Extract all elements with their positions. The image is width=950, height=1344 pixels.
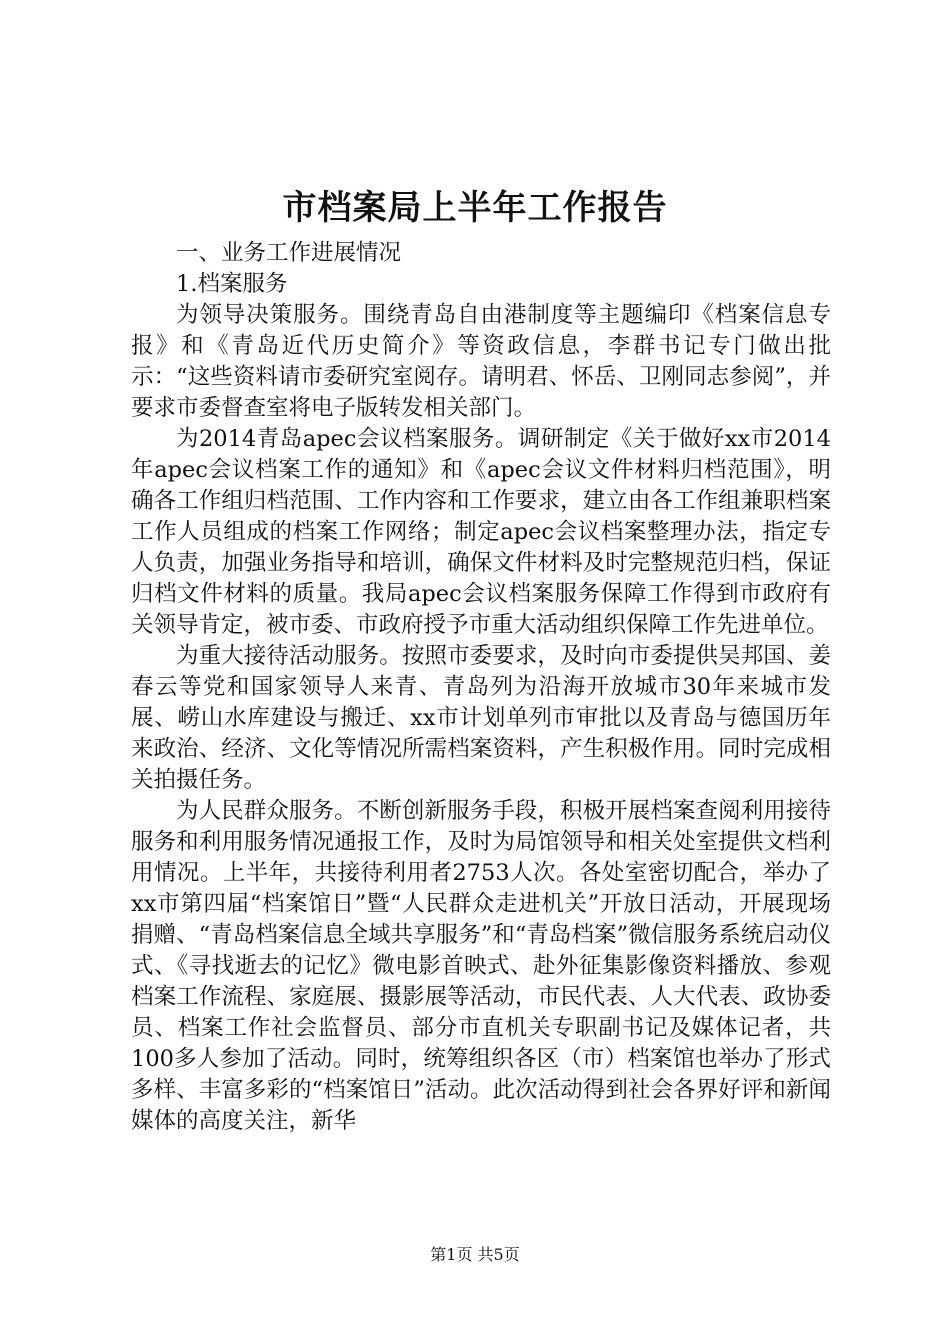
section-heading: 一、业务工作进展情况 xyxy=(176,240,402,266)
document-body xyxy=(131,238,831,1137)
paragraph: 为领导决策服务。围绕青岛自由港制度等主题编印《档案信息专报》和《青岛近代历史简介》等资政信息，李群书记专门做出批示：“这些资料请市委研究室阅存。请明君、怀岳、卫刚同志参阅”，并要求市委督查室将电子版转发相关部门。 xyxy=(131,302,831,421)
document-title: 市档案局上半年工作报告 xyxy=(282,188,668,228)
paragraph: 为2014青岛apec会议档案服务。调研制定《关于做好xx市2014年apec会议档案工作的通知》和《apec会议文件材料归档范围》，明确各工作组归档范围、工作内容和工作要求，建立由各工作组兼职档案工作人员组成的档案工作网络；制定apec会议档案整理办法，指定专人负责，加强业务指导和培训，确保文件材料及时完整规范归档，保证归档文件材料的质量。我局apec会议档案服务保障工作得到市政府有关领导肯定，被市委、市政府授予市重大活动组织保障工作先进单位。 xyxy=(131,426,831,638)
paragraph: 为重大接待活动服务。按照市委要求，及时向市委提供吴邦国、姜春云等党和国家领导人来青、青岛列为沿海开放城市30年来城市发展、崂山水库建设与搬迁、xx市计划单列市审批以及青岛与德国历年来政治、经济、文化等情况所需档案资料，产生积极作用。同时完成相关拍摄任务。 xyxy=(131,643,831,793)
subsection-heading: 1.档案服务 xyxy=(176,271,288,297)
page-footer: 第1页 共5页 xyxy=(430,1245,520,1264)
paragraph: 为人民群众服务。不断创新服务手段，积极开展档案查阅利用接待服务和利用服务情况通报工作，及时为局馆领导和相关处室提供文档利用情况。上半年，共接待利用者2753人次。各处室密切配合，举办了xx市第四届“档案馆日”暨“人民群众走进机关”开放日活动，开展现场捐赠、“青岛档案信息全域共享服务”和“青岛档案”微信服务系统启动仪式、《寻找逝去的记忆》微电影首映式、赴外征集影像资料播放、参观档案工作流程、家庭展、摄影展等活动，市民代表、人大代表、政协委员、档案工作社会监督员、部分市直机关专职副书记及媒体记者，共100多人参加了活动。同时，统筹组织各区（市）档案馆也举办了形式多样、丰富多彩的“档案馆日”活动。此次活动得到社会各界好评和新闻媒体的高度关注，新华 xyxy=(131,798,831,1134)
